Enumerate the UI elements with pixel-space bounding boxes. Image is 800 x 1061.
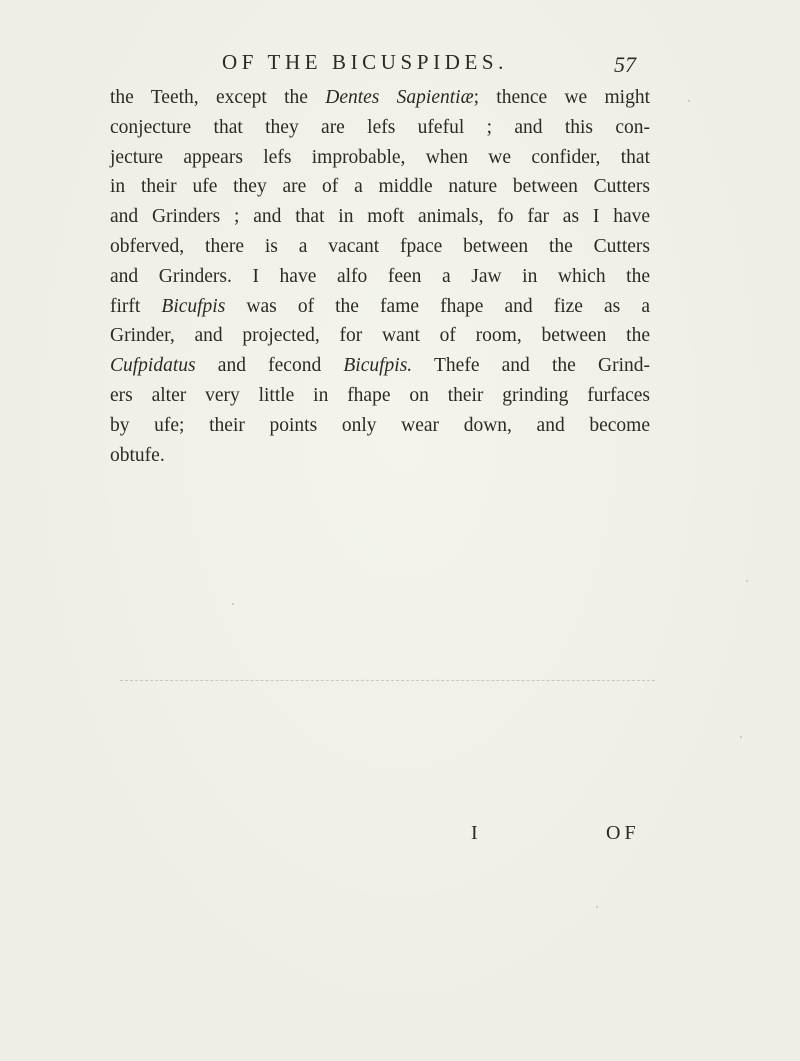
line-text: and Grinders ; and that in moft animals, fo far as I have — [110, 206, 650, 228]
line-text: in their ufe they are of a middle nature between Cutters — [110, 176, 650, 198]
text-line — [110, 232, 650, 262]
catchwords — [0, 822, 800, 852]
italic-term: Bicufpis. — [343, 355, 413, 377]
text-line — [110, 202, 650, 232]
line-text: was of the fame fhape and fize as a — [225, 295, 650, 317]
text-line — [110, 172, 650, 202]
bleed-through-rule — [120, 680, 655, 681]
line-text: Grinder, and projected, for want of room, between the — [110, 325, 650, 347]
signature-mark: I — [471, 822, 478, 844]
line-text: ; thence we might — [473, 87, 650, 108]
running-head — [0, 50, 800, 80]
italic-term: Cufpidatus — [110, 355, 196, 377]
line-text: jecture appears lefs improbable, when we confider, that — [110, 146, 650, 168]
text-line — [110, 143, 650, 173]
text-line — [110, 262, 650, 292]
paper-speck — [740, 736, 742, 738]
text-line — [110, 292, 650, 322]
line-text: obferved, there is a vacant fpace between the Cutters — [110, 235, 650, 257]
text-line — [110, 381, 650, 411]
line-text: ers alter very little in fhape on their grinding furfaces — [110, 384, 650, 406]
line-text: firft — [110, 295, 162, 317]
line-text: the Teeth, except the — [110, 87, 326, 108]
text-line — [110, 351, 650, 381]
text-line — [110, 113, 650, 143]
line-text: and fecond — [195, 355, 344, 377]
italic-term: Bicufpis — [161, 295, 226, 317]
paper-speck — [232, 603, 234, 605]
italic-term: Dentes Sapientiæ — [325, 87, 474, 108]
paper-speck — [596, 906, 598, 908]
paper-speck — [688, 100, 690, 102]
text-line — [110, 441, 650, 471]
catchword: OF — [606, 822, 640, 844]
text-line — [110, 321, 650, 351]
running-title: OF THE BICUSPIDES. — [222, 50, 509, 74]
text-line — [110, 411, 650, 441]
text-line — [110, 83, 650, 113]
line-text: conjecture that they are lefs ufeful ; and this con- — [110, 116, 650, 138]
line-text: and Grinders. I have alfo feen a Jaw in which the — [110, 265, 650, 287]
paper-speck — [746, 580, 748, 582]
page-number: 57 — [614, 52, 636, 77]
line-text: obtufe. — [110, 444, 165, 466]
line-text: Thefe and the Grind- — [412, 355, 650, 377]
line-text: by ufe; their points only wear down, and become — [110, 414, 650, 436]
body-paragraph — [110, 83, 650, 470]
